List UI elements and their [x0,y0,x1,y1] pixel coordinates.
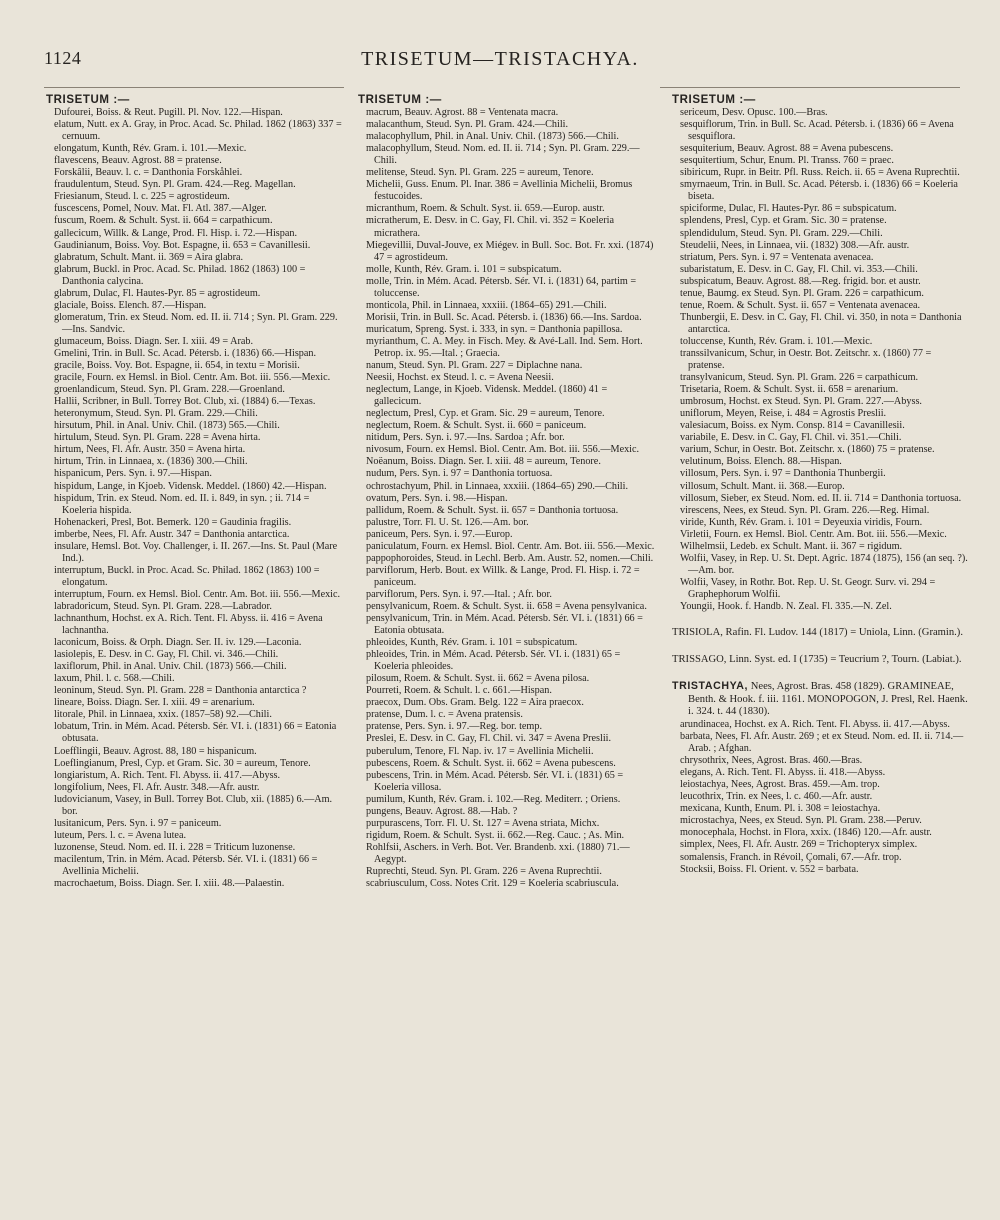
list-item: pungens, Beauv. Agrost. 88.—Hab. ? [366,805,518,817]
list-item: pensylvanicum, Roem. & Schult. Syst. ii. 658 = Avena pensylvanica. [366,600,647,612]
list-item: heteronymum, Steud. Syn. Pl. Gram. 229.—Chili. [54,408,258,420]
list-item: nitidum, Pers. Syn. i. 97.—Ins. Sardoa ; Afr. bor. [366,432,565,444]
list-item: Neesii, Hochst. ex Steud. l. c. = Avena Neesii. [366,372,554,384]
list-item: hirtum, Trin. in Linnaea, x. (1836) 300.—Chili. [54,456,248,468]
list-item: sesquiterium, Beauv. Agrost. 88 = Avena pubescens. [680,143,894,155]
list-item: ludovicianum, Vasey, in Bull. Torrey Bot. Club, xii. (1885) 6.—Am. bor. [54,793,333,817]
list-item: sericeum, Desv. Opusc. 100.—Bras. [680,107,828,119]
list-item: leiostachya, Nees, Agrost. Bras. 459.—Am. trop. [680,779,880,791]
list-item: hispanicum, Pers. Syn. i. 97.—Hispan. [54,468,212,480]
list-item: gracile, Fourn. ex Hemsl. in Biol. Centr. Am. Bot. iii. 556.—Mexic. [54,372,331,384]
list-item: myrianthum, C. A. Mey. in Fisch. Mey. & Avé-Lall. Ind. Sem. Hort. Petrop. ix. 95.—Ital. ; Graecia. [366,335,643,359]
list-item: malacophyllum, Phil. in Anal. Univ. Chil. (1873) 566.—Chili. [366,131,619,143]
list-item: variabile, E. Desv. in C. Gay, Fl. Chil. vi. 351.—Chili. [680,432,902,444]
list-item: fuscescens, Pomel, Nouv. Mat. Fl. Atl. 387.—Alger. [54,203,267,215]
list-item: neglectum, Lange, in Kjoeb. Vidensk. Meddel. (1860) 41 = gallecicum. [366,384,608,408]
list-item: Wolfii, Vasey, in Rep. U. St. Dept. Agric. 1874 (1875), 156 (an seq. ?).—Am. bor. [680,552,968,576]
list-item: luteum, Pers. l. c. = Avena lutea. [54,829,187,841]
tristachya-heading: TRISTACHYA, [672,680,749,693]
list-item: longiaristum, A. Rich. Tent. Fl. Abyss. ii. 417.—Abyss. [54,769,281,781]
list-item: Rohlfsii, Aschers. in Verh. Bot. Ver. Brandenb. xxi. (1880) 71.—Aegypt. [366,841,630,865]
list-item: luzonense, Steud. Nom. ed. II. i. 228 = Triticum luzonense. [54,841,296,853]
list-item: Stocksii, Boiss. Fl. Orient. v. 552 = barbata. [680,863,859,875]
list-item: leucothrix, Trin. ex Nees, l. c. 460.—Afr. austr. [680,791,873,803]
list-item: Gaudinianum, Boiss. Voy. Bot. Espagne, ii. 653 = Cavanillesii. [54,239,311,251]
list-item: hirtum, Nees, Fl. Afr. Austr. 350 = Avena hirta. [54,444,246,456]
list-item: neglectum, Presl, Cyp. et Gram. Sic. 29 = aureum, Tenore. [366,408,605,420]
list-item: lachnanthum, Hochst. ex A. Rich. Tent. Fl. Abyss. ii. 416 = Avena lachnantha. [54,613,323,637]
tristachya-list [672,719,969,876]
list-item: palustre, Torr. Fl. U. St. 126.—Am. bor. [366,516,529,528]
genus-heading: TRISETUM :— [358,94,442,106]
list-item: glabratum, Schult. Mant. ii. 369 = Aira glabra. [54,251,244,263]
list-item: ochrostachyum, Phil. in Linnaea, xxxiii. (1864–65) 290.—Chili. [366,480,629,492]
list-item: interruptum, Buckl. in Proc. Acad. Sc. Philad. 1862 (1863) 100 = elongatum. [54,564,320,588]
list-item: molle, Kunth, Rév. Gram. i. 101 = subspicatum. [366,263,562,275]
list-item: Virletii, Fourn. ex Hemsl. Biol. Centr. Am. Bot. iii. 556.—Mexic. [680,528,947,540]
list-item: molle, Trin. in Mém. Acad. Pétersb. Sér. VI. i. (1831) 64, partim = toluccense. [366,275,637,299]
list-item: lineare, Boiss. Diagn. Ser. I. xiii. 49 = arenarium. [54,697,255,709]
list-item: Hallii, Scribner, in Bull. Torrey Bot. Club, xi. (1884) 6.—Texas. [54,396,316,408]
list-item: rigidum, Roem. & Schult. Syst. ii. 662.—Reg. Cauc. ; As. Min. [366,829,625,841]
list-item: paniceum, Pers. Syn. i. 97.—Europ. [366,528,513,540]
list-item: transylvanicum, Steud. Syn. Pl. Gram. 226 = carpathicum. [680,372,919,384]
list-item: scabriusculum, Coss. Notes Crit. 129 = Koeleria scabriuscula. [366,878,619,890]
list-item: glumaceum, Boiss. Diagn. Ser. I. xiii. 49 = Arab. [54,335,254,347]
list-item: glabrum, Buckl. in Proc. Acad. Sc. Philad. 1862 (1863) 100 = Danthonia calycina. [54,263,306,287]
list-item: melitense, Steud. Syn. Pl. Gram. 225 = aureum, Tenore. [366,167,594,179]
list-item: Loefflingii, Beauv. Agrost. 88, 180 = hispanicum. [54,745,257,757]
list-item: laconicum, Boiss. & Orph. Diagn. Ser. II. iv. 129.—Laconia. [54,637,302,649]
list-item: smyrnaeum, Trin. in Bull. Sc. Acad. Pétersb. i. (1836) 66 = Koeleria biseta. [680,179,958,203]
list-item: interruptum, Fourn. ex Hemsl. Biol. Centr. Am. Bot. iii. 556.—Mexic. [54,588,341,600]
list-item: Wilhelmsii, Ledeb. ex Schult. Mant. ii. 367 = rigidum. [680,540,903,552]
list-item: spiciforme, Dulac, Fl. Hautes-Pyr. 86 = subspicatum. [680,203,897,215]
list-item: groenlandicum, Steud. Syn. Pl. Gram. 228.—Groenland. [54,384,285,396]
list-item: transsilvanicum, Schur, in Oestr. Bot. Zeitschr. x. (1860) 77 = pratense. [680,347,932,372]
list-item: virescens, Nees, ex Steud. Syn. Pl. Gram. 226.—Reg. Himal. [680,504,930,516]
list-item: nivosum, Fourn. ex Hemsl. Biol. Centr. Am. Bot. iii. 556.—Mexic. [366,444,640,456]
list-item: micratherum, E. Desv. in C. Gay, Fl. Chil. vi. 352 = Koeleria micrathera. [366,215,615,239]
list-item: Forskâlii, Beauv. l. c. = Danthonia Forskåhlei. [54,167,243,179]
list-item: Michelii, Guss. Enum. Pl. Inar. 386 = Avellinia Michelii, Bromus festucoides. [366,179,633,203]
list-item: pallidum, Roem. & Schult. Syst. ii. 657 = Danthonia tortuosa. [366,504,619,516]
list-item: barbata, Nees, Fl. Afr. Austr. 269 ; et ex Steud. Nom. ed. II. ii. 714.—Arab. ; Afghan. [680,731,964,755]
genus-heading: TRISETUM :— [672,94,756,106]
list-item: hispidum, Lange, in Kjoeb. Vidensk. Meddel. (1860) 42.—Hispan. [54,480,327,492]
list-item: Ruprechti, Steud. Syn. Pl. Gram. 226 = Avena Ruprechtii. [366,866,602,877]
list-item: glabrum, Dulac, Fl. Hautes-Pyr. 85 = agrostideum. [54,287,261,299]
list-item: macrum, Beauv. Agrost. 88 = Ventenata macra. [366,107,559,119]
list-item: monocephala, Hochst. in Flora, xxix. (1846) 120.—Afr. austr. [680,827,932,839]
list-item: imberbe, Nees, Fl. Afr. Austr. 347 = Danthonia antarctica. [54,528,290,540]
list-item: Preslei, E. Desv. in C. Gay, Fl. Chil. vi. 347 = Avena Preslii. [366,733,612,745]
list-item: fraudulentum, Steud. Syn. Pl. Gram. 424.—Reg. Magellan. [54,179,296,191]
list-item: viride, Kunth, Rév. Gram. i. 101 = Deyeuxia viridis, Fourn. [680,516,923,528]
list-item: Hohenackeri, Presl, Bot. Bemerk. 120 = Gaudinia fragilis. [54,516,292,528]
column-3 [672,94,969,1194]
list-item: umbrosum, Hochst. ex Steud. Syn. Pl. Gram. 227.—Abyss. [680,396,922,408]
list-item: muricatum, Spreng. Syst. i. 333, in syn. = Danthonia papillosa. [366,323,623,335]
list-item: glomeratum, Trin. ex Steud. Nom. ed. II. ii. 714 ; Syn. Pl. Gram. 229.—Ins. Sandvic. [54,311,338,335]
list-item: purpurascens, Torr. Fl. U. St. 127 = Avena striata, Michx. [366,817,600,829]
list-item: praecox, Dum. Obs. Gram. Belg. 122 = Aira praecox. [366,697,584,709]
list-item: leoninum, Steud. Syn. Pl. Gram. 228 = Danthonia antarctica ? [54,685,307,697]
list-item: toluccense, Kunth, Rév. Gram. i. 101.—Mexic. [680,335,873,347]
list-item: Friesianum, Steud. l. c. 225 = agrostideum. [54,191,230,203]
list-item: macrochaetum, Boiss. Diagn. Ser. I. xiii. 48.—Palaestin. [54,878,285,890]
list-item: malacanthum, Steud. Syn. Pl. Gram. 424.—Chili. [366,119,569,131]
list-item: Noëanum, Boiss. Diagn. Ser. I. xiii. 48 = aureum, Tenore. [366,456,601,468]
list-item: hirtulum, Steud. Syn. Pl. Gram. 228 = Avena hirta. [54,432,261,444]
list-item: fuscum, Roem. & Schult. Syst. ii. 664 = carpathicum. [54,215,273,227]
list-item: subaristatum, E. Desv. in C. Gay, Fl. Chil. vi. 353.—Chili. [680,263,918,275]
list-item: valesiacum, Boiss. ex Nym. Consp. 814 = Cavanillesii. [680,420,905,432]
list-item: Morisii, Trin. in Bull. Sc. Acad. Pétersb. i. (1836) 66.—Ins. Sardoa. [366,311,642,323]
list-item: villosum, Pers. Syn. i. 97 = Danthonia Thunbergii. [680,468,886,480]
list-item: Thunbergii, E. Desv. in C. Gay, Fl. Chil. vi. 350, in nota = Danthonia antarctica. [680,311,962,335]
list-item: simplex, Nees, Fl. Afr. Austr. 269 = Trichopteryx simplex. [680,839,918,851]
header-rule-right [660,87,960,88]
list-item: longifolium, Nees, Fl. Afr. Austr. 348.—Afr. austr. [54,781,260,793]
list-item: tenue, Baumg. ex Steud. Syn. Pl. Gram. 226 = carpathicum. [680,287,924,299]
entry-list [672,107,969,613]
list-item: Pourreti, Roem. & Schult. l. c. 661.—Hispan. [366,685,552,697]
list-item: puberulum, Tenore, Fl. Nap. iv. 17 = Avellinia Michelii. [366,745,594,757]
list-item: glaciale, Boiss. Elench. 87.—Hispan. [54,299,207,311]
column-2 [358,94,655,1194]
list-item: parviflorum, Herb. Bout. ex Willk. & Lange, Prod. Fl. Hisp. i. 72 = paniceum. [366,564,640,588]
list-item: villosum, Schult. Mant. ii. 368.—Europ. [680,480,845,492]
list-item: pilosum, Roem. & Schult. Syst. ii. 662 = Avena pilosa. [366,673,590,685]
list-item: phleoides, Trin. in Mém. Acad. Pétersb. Sér. VI. i. (1831) 65 = Koeleria phleoides. [366,649,621,673]
list-item: lobatum, Trin. in Mém. Acad. Pétersb. Sér. VI. i. (1831) 66 = Eatonia obtusata. [54,721,337,745]
list-item: Miegevillii, Duval-Jouve, ex Miégev. in Bull. Soc. Bot. Fr. xxi. (1874) 47 = agrostideum. [366,239,654,263]
header-rule-left [44,87,344,88]
trissago-entry: TRISSAGO, Linn. Syst. ed. I (1735) = Teucrium ?, Tourn. (Labiat.). [672,653,962,665]
list-item: Gmelini, Trin. in Bull. Sc. Acad. Pétersb. i. (1836) 66.—Hispan. [54,347,317,359]
list-item: elegans, A. Rich. Tent. Fl. Abyss. ii. 418.—Abyss. [680,767,886,779]
list-item: subspicatum, Beauv. Agrost. 88.—Reg. frigid. bor. et austr. [680,275,921,287]
list-item: Trisetaria, Roem. & Schult. Syst. ii. 658 = arenarium. [680,384,899,396]
list-item: splendidulum, Steud. Syn. Pl. Gram. 229.—Chili. [680,227,883,239]
genus-heading: TRISETUM :— [46,94,130,106]
list-item: microstachya, Nees, ex Steud. Syn. Pl. Gram. 238.—Peruv. [680,815,922,827]
running-head: TRISETUM—TRISTACHYA. [361,48,639,70]
list-item: parviflorum, Pers. Syn. i. 97.—Ital. ; Afr. bor. [366,588,552,600]
list-item: phleoides, Kunth, Rév. Gram. i. 101 = subspicatum. [366,637,578,649]
list-item: malacophyllum, Steud. Nom. ed. II. ii. 714 ; Syn. Pl. Gram. 229.—Chili. [366,143,640,167]
list-item: nanum, Steud. Syn. Pl. Gram. 227 = Diplachne nana. [366,360,583,372]
list-item: chrysothrix, Nees, Agrost. Bras. 460.—Bras. [680,755,863,767]
list-item: pappophoroides, Steud. in Lechl. Berb. Am. Austr. 52, nomen.—Chili. [366,552,654,564]
list-item: somalensis, Franch. in Révoil, Çomali, 67.—Afr. trop. [680,851,902,863]
list-item: striatum, Pers. Syn. i. 97 = Ventenata avenacea. [680,251,874,263]
list-item: pubescens, Trin. in Mém. Acad. Pétersb. Sér. VI. i. (1831) 65 = Koeleria villosa. [366,769,624,793]
entry-list [358,107,655,890]
list-item: villosum, Sieber, ex Steud. Nom. ed. II. ii. 714 = Danthonia tortuosa. [680,492,962,504]
list-item: monticola, Phil. in Linnaea, xxxiii. (1864–65) 291.—Chili. [366,299,607,311]
list-item: elatum, Nutt. ex A. Gray, in Proc. Acad. Sc. Philad. 1862 (1863) 337 = cernuum. [54,119,342,143]
list-item: laxiflorum, Phil. in Anal. Univ. Chil. (1873) 566.—Chili. [54,661,287,673]
page-header [0,0,1000,90]
list-item: ovatum, Pers. Syn. i. 98.—Hispan. [366,492,508,504]
list-item: pubescens, Roem. & Schult. Syst. ii. 662 = Avena pubescens. [366,757,616,769]
list-item: varium, Schur, in Oestr. Bot. Zeitschr. x. (1860) 75 = pratense. [680,444,935,456]
list-item: Steudelii, Nees, in Linnaea, vii. (1832) 308.—Afr. austr. [680,239,910,251]
list-item: paniculatum, Fourn. ex Hemsl. Biol. Centr. Am. Bot. iii. 556.—Mexic. [366,540,655,552]
list-item: sesquitertium, Schur, Enum. Pl. Transs. 760 = praec. [680,155,894,167]
list-item: hirsutum, Phil. in Anal. Univ. Chil. (1873) 565.—Chili. [54,420,280,432]
list-item: pratense, Pers. Syn. i. 97.—Reg. bor. temp. [366,721,542,733]
list-item: tenue, Roem. & Schult. Syst. ii. 657 = Ventenata avenacea. [680,299,921,311]
entry-list [46,107,343,890]
trisiola-entry: TRISIOLA, Rafin. Fl. Ludov. 144 (1817) = Uniola, Linn. (Gramin.). [672,627,963,639]
list-item: Youngii, Hook. f. Handb. N. Zeal. Fl. 335.—N. Zel. [680,600,892,612]
list-item: hispidum, Trin. ex Steud. Nom. ed. II. i. 849, in syn. ; ii. 714 = Koeleria hispida. [54,492,310,516]
list-item: sibiricum, Rupr. in Beitr. Pfl. Russ. Reich. ii. 65 = Avena Ruprechtii. [680,167,960,179]
list-item: litorale, Phil. in Linnaea, xxix. (1857–58) 92.—Chili. [54,709,272,721]
column-1 [46,94,343,1194]
list-item: neglectum, Roem. & Schult. Syst. ii. 660 = paniceum. [366,420,587,432]
list-item: flavescens, Beauv. Agrost. 88 = pratense. [54,155,222,167]
list-item: velutinum, Boiss. Elench. 88.—Hispan. [680,456,842,468]
list-item: Loeflingianum, Presl, Cyp. et Gram. Sic. 30 = aureum, Tenore. [54,757,311,769]
list-item: Dufourei, Boiss. & Reut. Pugill. Pl. Nov. 122.—Hispan. [54,107,283,119]
list-item: uniflorum, Meyen, Reise, i. 484 = Agrostis Preslii. [680,408,887,420]
list-item: pensylvanicum, Trin. in Mém. Acad. Pétersb. Sér. VI. i. (1831) 66 = Eatonia obtusata. [366,613,643,637]
list-item: arundinacea, Hochst. ex A. Rich. Tent. Fl. Abyss. ii. 417.—Abyss. [680,718,950,730]
list-item: gallecicum, Willk. & Lange, Prod. Fl. Hisp. i. 72.—Hispan. [54,227,298,239]
list-item: Wolfii, Vasey, in Rothr. Bot. Rep. U. St. Geogr. Surv. vi. 294 = Graphephorum Wolfii. [680,576,936,600]
list-item: labradoricum, Steud. Syn. Pl. Gram. 228.—Labrador. [54,600,272,612]
list-item: splendens, Presl, Cyp. et Gram. Sic. 30 = pratense. [680,215,887,227]
list-item: pratense, Dum. l. c. = Avena pratensis. [366,709,523,721]
list-item: mexicana, Kunth, Enum. Pl. i. 308 = leiostachya. [680,803,881,815]
list-item: sesquiflorum, Trin. in Bull. Sc. Acad. Pétersb. i. (1836) 66 = Avena sesquiflora. [680,119,954,143]
page-number: 1124 [44,48,82,68]
list-item: macilentum, Trin. in Mém. Acad. Pétersb. Sér. VI. i. (1831) 66 = Avellinia Michelii. [54,853,318,877]
list-item: elongatum, Kunth, Rév. Gram. i. 101.—Mexic. [54,143,247,155]
list-item: pumilum, Kunth, Rév. Gram. i. 102.—Reg. Mediterr. ; Oriens. [366,793,621,805]
list-item: lusitanicum, Pers. Syn. i. 97 = paniceum. [54,817,222,829]
list-item: laxum, Phil. l. c. 568.—Chili. [54,673,175,685]
list-item: lasiolepis, E. Desv. in C. Gay, Fl. Chil. vi. 346.—Chili. [54,649,279,661]
tristachya-entry [672,680,969,719]
list-item: nudum, Pers. Syn. i. 97 = Danthonia tortuosa. [366,468,553,480]
list-item: gracile, Boiss. Voy. Bot. Espagne, ii. 654, in textu = Morisii. [54,360,300,372]
tristachya-text: Nees, Agrost. Bras. 458 (1829). GRAMINEAE, Benth. & Hook. f. iii. 1161. MONOPOGON, J. Presl, Rel. Haenk. i. 324. t. 44 (1830). [688,681,968,718]
list-item: insulare, Hemsl. Bot. Voy. Challenger, i. II. 267.—Ins. St. Paul (Mare Ind.). [54,540,338,564]
list-item: micranthum, Roem. & Schult. Syst. ii. 659.—Europ. austr. [366,203,605,215]
